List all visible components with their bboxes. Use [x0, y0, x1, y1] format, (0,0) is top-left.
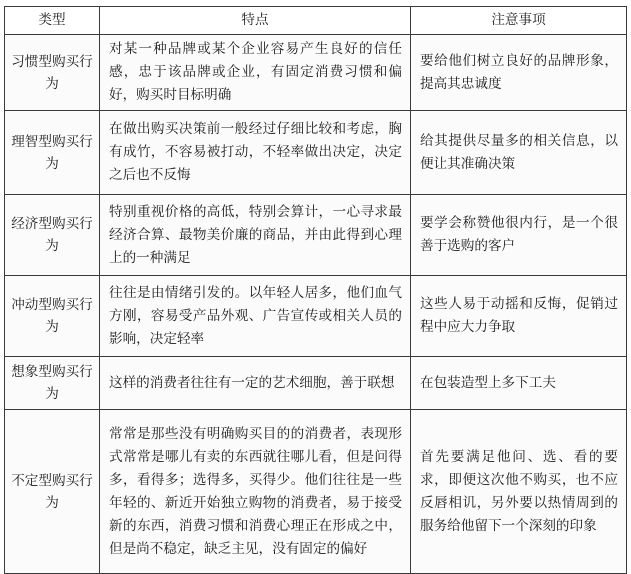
note-cell: 这些人易于动摇和反悔，促销过程中应大力争取	[411, 276, 627, 357]
header-feature: 特点	[100, 7, 411, 35]
note-cell: 给其提供尽量多的相关信息，以便让其准确决策	[411, 111, 627, 195]
table-row	[5, 35, 627, 111]
note-cell: 首先要满足他问、选、看的要求，即便这次他不购买，也不应反唇相讥，另外要以热情周到的服务给他留下一个深刻的印象	[411, 410, 627, 574]
feature-cell: 往往是由情绪引发的。以年轻人居多，他们血气方刚，容易受产品外观、广告宣传或相关人员的影响，决定轻率	[100, 276, 411, 357]
type-cell: 冲动型购买行为	[5, 276, 100, 357]
feature-cell: 常常是那些没有明确购买目的的消费者，表现形式常常是哪儿有卖的东西就往哪儿看，但是问得多，看得多；选得多，买得少。他们往往是一些年轻的、新近开始独立购物的消费者，易于接受新的东西，消费习惯和消费心理正在形成之中，但是尚不稳定，缺乏主见，没有固定的偏好	[100, 410, 411, 574]
type-cell: 习惯型购买行为	[5, 35, 100, 111]
type-cell: 经济型购买行为	[5, 195, 100, 276]
feature-cell: 对某一种品牌或某个企业容易产生良好的信任感，忠于该品牌或企业，有固定消费习惯和偏好，购买时目标明确	[100, 35, 411, 111]
note-cell: 要学会称赞他很内行，是一个很善于选购的客户	[411, 195, 627, 276]
feature-cell: 特别重视价格的高低，特别会算计，一心寻求最经济合算、最物美价廉的商品，并由此得到心理上的一种满足	[100, 195, 411, 276]
table-row	[5, 195, 627, 276]
type-cell: 理智型购买行为	[5, 111, 100, 195]
feature-cell: 在做出购买决策前一般经过仔细比较和考虑，胸有成竹，不容易被打动，不轻率做出决定，决定之后也不反悔	[100, 111, 411, 195]
type-cell: 不定型购买行为	[5, 410, 100, 574]
table-row	[5, 410, 627, 574]
type-cell: 想象型购买行为	[5, 357, 100, 410]
buyer-behavior-table	[4, 6, 627, 574]
table-row	[5, 111, 627, 195]
table-row	[5, 357, 627, 410]
table-header-row	[5, 7, 627, 35]
header-note: 注意事项	[411, 7, 627, 35]
feature-cell: 这样的消费者往往有一定的艺术细胞，善于联想	[100, 357, 411, 410]
header-type: 类型	[5, 7, 100, 35]
table-row	[5, 276, 627, 357]
note-cell: 要给他们树立良好的品牌形象，提高其忠诚度	[411, 35, 627, 111]
note-cell: 在包装造型上多下工夫	[411, 357, 627, 410]
